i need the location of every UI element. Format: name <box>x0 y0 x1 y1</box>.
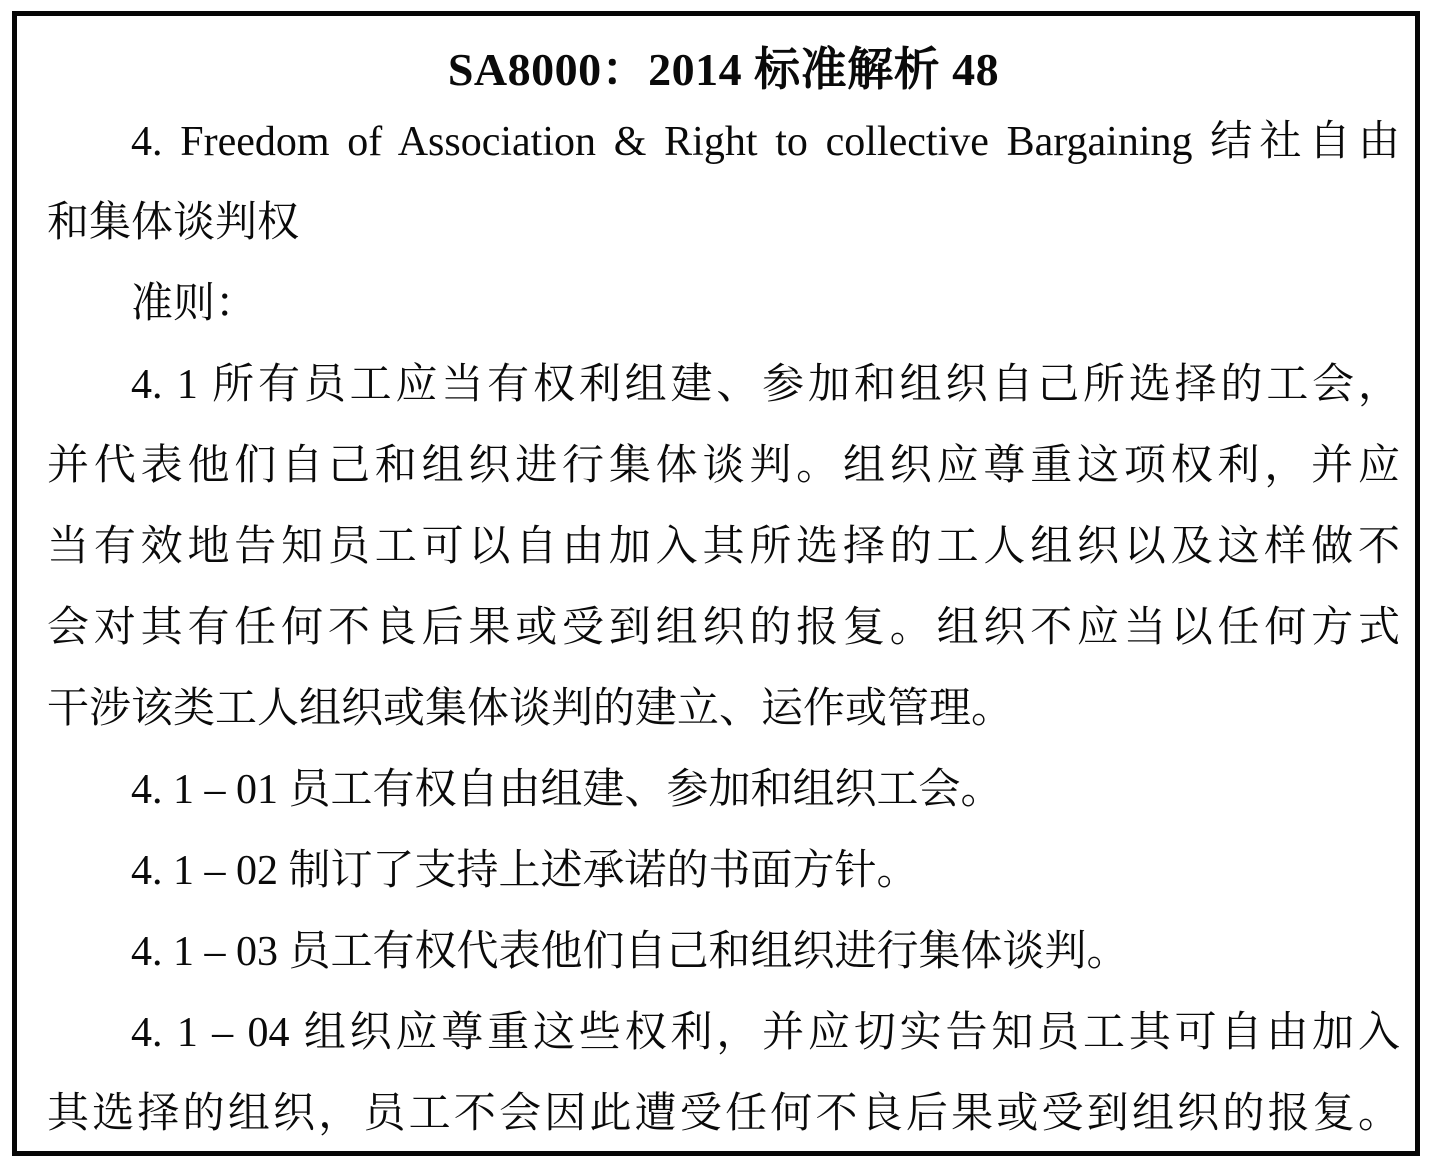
page-content <box>17 16 1415 1151</box>
paragraph <box>47 264 1400 345</box>
paragraph <box>47 912 1400 993</box>
paragraph <box>47 750 1400 831</box>
text-line: 4. 1 – 02 制订了支持上述承诺的书面方针。 <box>131 848 919 894</box>
paragraph <box>47 993 1400 1151</box>
paragraph <box>47 831 1400 912</box>
text-line: 4. 1 – 03 员工有权代表他们自己和组织进行集体谈判。 <box>131 929 1129 975</box>
page-border <box>12 11 1420 1156</box>
text-line: 会对其有任何不良后果或受到组织的报复。组织不应当以任何方式 <box>47 605 1400 651</box>
document-body <box>47 102 1400 1151</box>
text-line: 和集体谈判权 <box>47 200 300 246</box>
text-line: 准则： <box>131 281 258 327</box>
paragraph <box>47 345 1400 750</box>
text-line: 干涉该类工人组织或集体谈判的建立、运作或管理。 <box>47 686 1014 732</box>
document-title: SA8000：2014 标准解析 48 <box>447 44 1000 95</box>
text-line: 并代表他们自己和组织进行集体谈判。组织应尊重这项权利，并应 <box>47 443 1400 489</box>
text-line: 当有效地告知员工可以自由加入其所选择的工人组织以及这样做不 <box>47 524 1400 570</box>
text-line: 其选择的组织，员工不会因此遭受任何不良后果或受到组织的报复。 <box>47 1091 1400 1137</box>
text-line: 4. 1 – 01 员工有权自由组建、参加和组织工会。 <box>131 767 1003 813</box>
text-line: 4. 1 – 04 组织应尊重这些权利，并应切实告知员工其可自由加入 <box>131 1010 1400 1056</box>
text-line: 4. 1 所有员工应当有权利组建、参加和组织自己所选择的工会， <box>131 362 1400 408</box>
paragraph <box>47 102 1400 264</box>
text-line: 4. Freedom of Association & Right to collective Bargaining 结社自由 <box>131 119 1400 165</box>
